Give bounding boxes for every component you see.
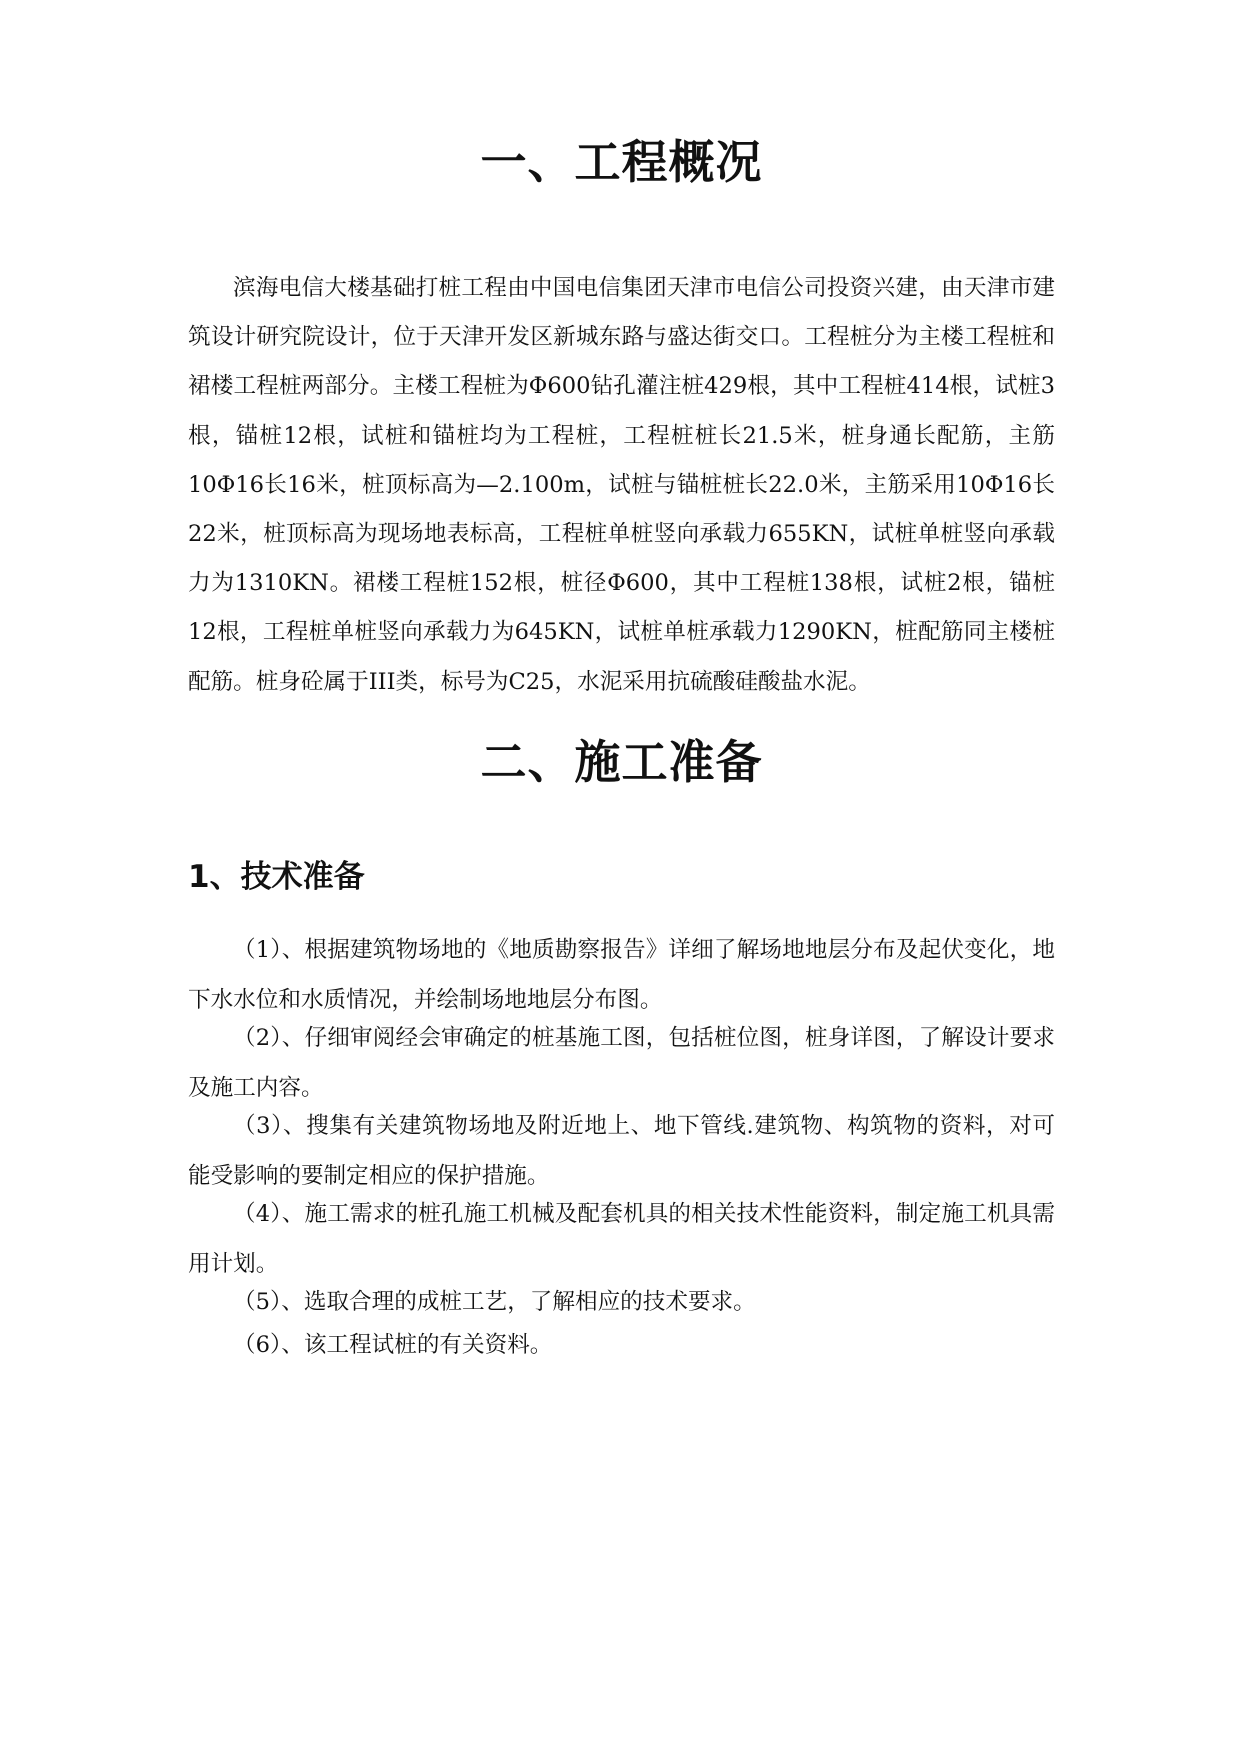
subsection-heading-technical-preparation: 1、技术准备 <box>188 859 365 895</box>
list-item: （6）、该工程试桩的有关资料。 <box>233 1332 553 1358</box>
list-item: （3）、搜集有关建筑物场地及附近地上、地下管线.建筑物、构筑物的资料，对可能受影响的要制定相应的保护措施。 <box>188 1113 1055 1189</box>
list-item: （2）、仔细审阅经会审确定的桩基施工图，包括桩位图，桩身详图，了解设计要求及施工内容。 <box>188 1025 1055 1101</box>
list-item: （5）、选取合理的成桩工艺，了解相应的技术要求。 <box>233 1289 756 1315</box>
list-item: （1）、根据建筑物场地的《地质勘察报告》详细了解场地地层分布及起伏变化，地下水水位和水质情况，并绘制场地地层分布图。 <box>188 937 1055 1013</box>
project-overview-paragraph: 滨海电信大楼基础打桩工程由中国电信集团天津市电信公司投资兴建，由天津市建筑设计研究院设计，位于天津开发区新城东路与盛达街交口。工程桩分为主楼工程桩和裙楼工程桩两部分。主楼工程桩为Φ600钻孔灌注桩429根，其中工程桩414根，试桩3根，锚桩12根，试桩和锚桩均为工程桩，工程桩桩长21.5米，桩身通长配筋，主筋10Φ16长16米，桩顶标高为—2.100m，试桩与锚桩桩长22.0米，主筋采用10Φ16长22米，桩顶标高为现场地表标高，工程桩单桩竖向承载力655KN，试桩单桩竖向承载力为1310KN。裙楼工程桩152根，桩径Φ600，其中工程桩138根，试桩2根，锚桩12根，工程桩单桩竖向承载力为645KN，试桩单桩承载力1290KN，桩配筋同主楼桩配筋。桩身砼属于III类，标号为C25，水泥采用抗硫酸硅酸盐水泥。 <box>188 275 1055 695</box>
section-heading-construction-preparation: 二、施工准备 <box>480 735 763 789</box>
section-heading-project-overview: 一、工程概况 <box>480 135 763 189</box>
list-item: （4）、施工需求的桩孔施工机械及配套机具的相关技术性能资料，制定施工机具需用计划。 <box>188 1201 1055 1277</box>
